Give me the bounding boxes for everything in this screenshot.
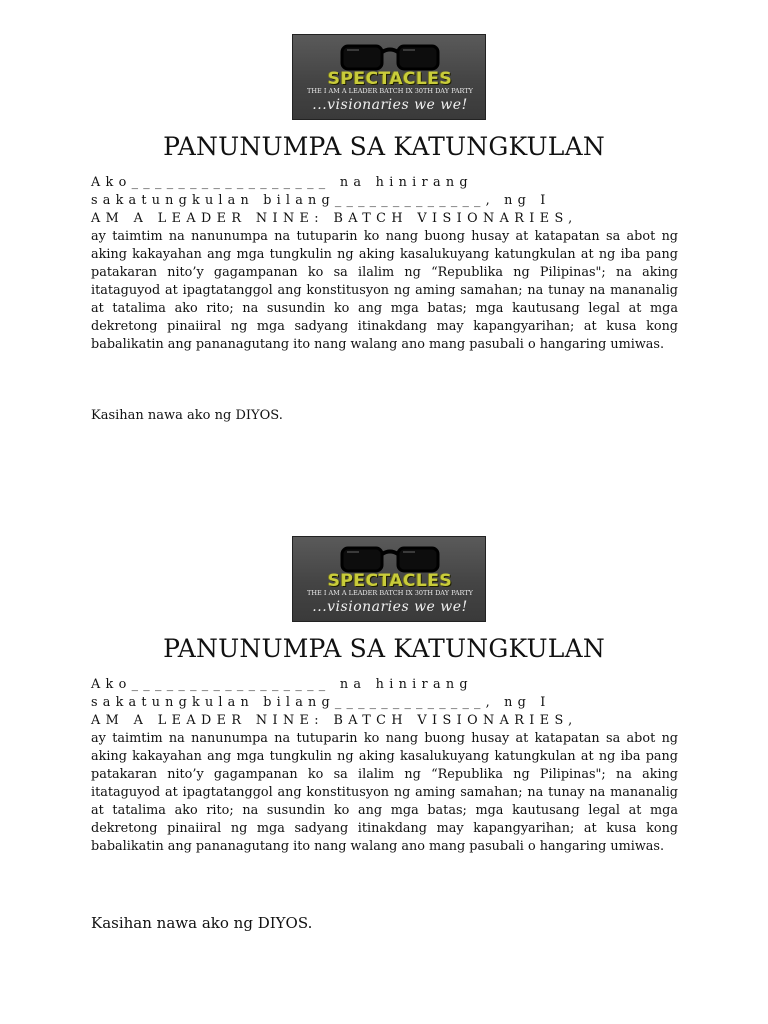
logo-subtitle: THE I AM A LEADER BATCH IX 30TH DAY PARTY (307, 87, 473, 95)
oath-line-batch: AM A LEADER NINE: BATCH VISIONARIES, (91, 713, 578, 728)
oath-paragraph: ay taimtim na nanunumpa na tutuparin ko nang buong husay at katapatan sa abot ng aking kakayahan ang mga tungkulin ng aking kasalukuyang katungkulan at ng iba pang patakaran nito’y gagampanan ko sa ilalim ng “Republika ng Pilipinas"; na aking itataguyod at ipagtatanggol ang konstitusyon ng aming samahan; na tunay na mananalig at tatalima ako rito; na susundin ko ang mga batas; mga kautusang legal at mga dekretong pinaiiral ng mga sadyang itinakdang may kapangyarihan; at kusa kong babalikatin ang pananagutang ito nang walang ano mang pasubali o hangaring umiwas. (91, 731, 678, 854)
oath-line-name: Ako_________________ na hinirang (91, 677, 473, 692)
oath-title: PANUNUMPA SA KATUNGKULAN (163, 634, 605, 663)
logo-title: SPECTACLES (327, 69, 453, 89)
oath-line-position: sakatungkulan bilang_____________, ng I (91, 695, 551, 710)
oath-line-position: sakatungkulan bilang_____________, ng I (91, 193, 551, 208)
oath-paragraph: ay taimtim na nanunumpa na tutuparin ko nang buong husay at katapatan sa abot ng aking kakayahan ang mga tungkulin ng aking kasalukuyang katungkulan at ng iba pang patakaran nito’y gagampanan ko sa ilalim ng “Republika ng Pilipinas"; na aking itataguyod at ipagtatanggol ang konstitusyon ng aming samahan; na tunay na mananalig at tatalima ako rito; na susundin ko ang mga batas; mga kautusang legal at mga dekretong pinaiiral ng mga sadyang itinakdang may kapangyarihan; at kusa kong babalikatin ang pananagutang ito nang walang ano mang pasubali o hangaring umiwas. (91, 229, 678, 352)
oath-line-batch: AM A LEADER NINE: BATCH VISIONARIES, (91, 211, 578, 226)
oath-title: PANUNUMPA SA KATUNGKULAN (163, 132, 605, 161)
oath-body (91, 174, 678, 354)
oath-line-name: Ako_________________ na hinirang (91, 175, 473, 190)
logo-tagline: ...visionaries we we! (312, 599, 468, 615)
oath-closing: Kasihan nawa ako ng DIYOS. (91, 914, 313, 932)
oath-closing: Kasihan nawa ako ng DIYOS. (91, 408, 283, 423)
logo-subtitle: THE I AM A LEADER BATCH IX 30TH DAY PARTY (307, 589, 473, 597)
spectacles-logo (292, 536, 486, 622)
logo-tagline: ...visionaries we we! (312, 97, 468, 113)
oath-body (91, 676, 678, 856)
logo-title: SPECTACLES (327, 571, 453, 591)
spectacles-logo (292, 34, 486, 120)
